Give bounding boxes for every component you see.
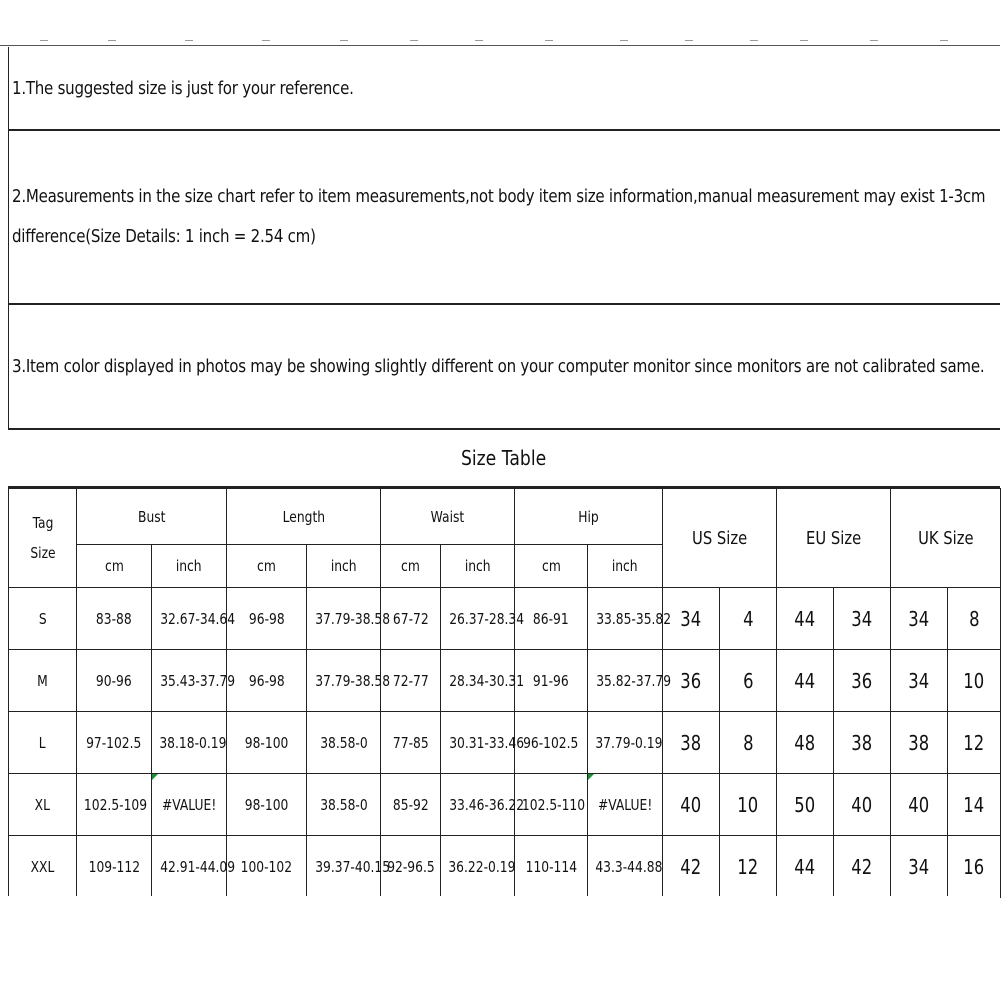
table-row [9, 588, 1001, 650]
ruler-tick [685, 40, 693, 41]
cell-text: 100-102 [240, 857, 293, 876]
cell-text: 110-114 [525, 857, 577, 876]
header-hip-inch [588, 545, 663, 588]
ruler-tick [870, 40, 878, 41]
header-bust-inch [152, 545, 227, 588]
cell-text: 14 [963, 792, 985, 817]
table-row [9, 836, 1001, 898]
eu-size-cell [777, 650, 834, 712]
cell-text: 96-98 [248, 609, 285, 628]
bust-cm-cell [77, 774, 152, 836]
cell-text: 72-77 [392, 671, 429, 690]
us-size-cell [663, 712, 720, 774]
hip-inch-cell [588, 774, 663, 836]
uk-size-cell [891, 650, 948, 712]
size-cell [9, 712, 77, 774]
length-cm-cell [227, 588, 307, 650]
header-us-size [663, 489, 777, 588]
header-hip-cm [515, 545, 588, 588]
hip-cm-cell [515, 588, 588, 650]
eu-size-cell [777, 774, 834, 836]
cell-text: M [37, 671, 48, 690]
uk-size-cell [891, 712, 948, 774]
note-1-text: 1.The suggested size is just for your reference. [12, 79, 354, 99]
header-waist [381, 489, 515, 545]
cell-text: 83-88 [96, 609, 132, 628]
cell-text: cm [257, 557, 276, 575]
bust-cm-cell [77, 712, 152, 774]
cell-text: 85-92 [392, 795, 429, 814]
us-size-cell [720, 588, 777, 650]
eu-size-cell [834, 588, 891, 650]
length-inch-cell [307, 650, 391, 712]
cell-text: 32.67-34.64 [160, 609, 236, 628]
uk-size-cell [891, 588, 948, 650]
uk-size-cell [948, 650, 1001, 712]
cell-text: 92-96.5 [386, 857, 435, 876]
size-grid [8, 488, 1001, 898]
length-cm-cell [227, 650, 307, 712]
length-cm-cell [227, 712, 307, 774]
note-3 [8, 305, 1000, 428]
cell-text: 34 [908, 668, 930, 693]
header-hip [515, 489, 663, 545]
waist-inch-cell [441, 712, 525, 774]
cell-text: 102.5-109 [83, 795, 148, 814]
cell-text: 98-100 [244, 733, 289, 752]
waist-inch-cell [441, 836, 515, 898]
cell-text: 34 [908, 854, 930, 879]
cell-text: 40 [908, 792, 930, 817]
cell-text: cm [104, 557, 124, 575]
cell-text: 38 [908, 730, 930, 755]
cell-text: 12 [963, 730, 985, 755]
cell-text: 34 [851, 606, 873, 631]
uk-size-cell [948, 774, 1001, 836]
cell-text: 44 [794, 606, 816, 631]
ruler-tick [185, 40, 193, 41]
hip-inch-cell [588, 712, 663, 774]
length-cm-cell [227, 774, 307, 836]
bust-cm-cell [77, 650, 152, 712]
cell-text: 34 [680, 606, 702, 631]
cell-text: #VALUE! [597, 795, 653, 814]
size-cell [9, 650, 77, 712]
cell-text: 8 [742, 730, 754, 755]
cell-text: 4 [742, 606, 754, 631]
length-cm-cell [227, 836, 307, 898]
hip-inch-cell [588, 588, 672, 650]
hip-inch-cell [588, 836, 663, 898]
cell-text: Length [282, 507, 325, 526]
cell-text: 86-91 [533, 609, 569, 628]
note-3-text: 3.Item color displayed in photos may be showing slightly different on your computer monitor since monitors are not calibrated same. [12, 357, 985, 377]
cell-text: US Size [691, 527, 748, 549]
cell-text: 35.43-37.79 [160, 671, 236, 690]
cell-text: 50 [794, 792, 816, 817]
header-waist-inch [441, 545, 515, 588]
eu-size-cell [777, 588, 834, 650]
cell-text: 12 [737, 854, 759, 879]
header-bust [77, 489, 227, 545]
cell-text: #VALUE! [161, 795, 217, 814]
cell-text: inch [330, 557, 357, 575]
cell-text: L [39, 733, 46, 752]
waist-cm-cell [381, 712, 441, 774]
eu-size-cell [834, 650, 891, 712]
header-eu-size [777, 489, 891, 588]
eu-size-cell [834, 774, 891, 836]
uk-size-cell [948, 712, 1001, 774]
eu-size-cell [834, 836, 891, 898]
cell-text: cm [401, 557, 420, 575]
hip-cm-cell [515, 650, 588, 712]
size-table-title-text: Size Table [461, 446, 547, 470]
top-ruler [0, 0, 1000, 47]
cell-text: 91-96 [533, 671, 569, 690]
size-cell [9, 588, 77, 650]
cell-text: 36 [851, 668, 873, 693]
cell-text: 109-112 [88, 857, 140, 876]
ruler-tick [750, 40, 758, 41]
header-length-inch [307, 545, 381, 588]
cell-text: 8 [968, 606, 980, 631]
bust-cm-cell [77, 588, 152, 650]
cell-text: 40 [680, 792, 702, 817]
ruler-tick [620, 40, 628, 41]
uk-size-cell [891, 774, 948, 836]
us-size-cell [720, 650, 777, 712]
cell-text: 33.46-36.22 [449, 795, 525, 814]
cell-text: XXL [30, 857, 55, 876]
header-uk-size [891, 489, 1001, 588]
cell-text: cm [541, 557, 561, 575]
size-table [8, 428, 1000, 896]
hip-cm-cell [515, 712, 588, 774]
cell-text: 10 [737, 792, 759, 817]
waist-inch-cell [441, 588, 525, 650]
cell-text: inch [464, 557, 491, 575]
cell-text: UK Size [917, 527, 974, 549]
ruler-tick [262, 40, 270, 41]
us-size-cell [663, 836, 720, 898]
waist-cm-cell [381, 774, 441, 836]
hip-cm-cell [515, 774, 588, 836]
ruler-tick [545, 40, 553, 41]
cell-text: 16 [963, 854, 985, 879]
blank-margin [0, 896, 1000, 1000]
us-size-cell [720, 712, 777, 774]
bust-inch-cell [152, 650, 236, 712]
cell-text: Waist [430, 507, 465, 526]
cell-text: 43.3-44.88 [595, 857, 663, 876]
cell-text: 39.37-40.15 [315, 857, 391, 876]
cell-text: S [38, 609, 47, 628]
cell-text: 42 [851, 854, 873, 879]
cell-text: 33.85-35.82 [596, 609, 672, 628]
cell-text: 40 [851, 792, 873, 817]
note-2-text: 2.Measurements in the size chart refer to item measurements,not body item size information,manual measurement may exist 1-3cm difference(Size Details: 1 inch = 2.54 cm) [12, 187, 986, 247]
header-tag-size [9, 489, 77, 588]
cell-text: 36.22-0.19 [448, 857, 516, 876]
ruler-tick [800, 40, 808, 41]
bust-inch-cell [152, 712, 227, 774]
note-2 [8, 131, 1000, 305]
ruler-tick [340, 40, 348, 41]
cell-text: 96-102.5 [523, 733, 579, 752]
eu-size-cell [777, 712, 834, 774]
cell-text: 37.79-38.58 [315, 671, 391, 690]
uk-size-cell [948, 588, 1001, 650]
length-inch-cell [307, 588, 391, 650]
cell-text: 102.5-110 [521, 795, 586, 814]
ruler-tick [108, 40, 116, 41]
ruler-tick [475, 40, 483, 41]
cell-text: 48 [794, 730, 816, 755]
cell-text: Bust [137, 507, 166, 526]
cell-text: 42.91-44.09 [160, 857, 236, 876]
length-inch-cell [307, 836, 391, 898]
cell-text: 96-98 [248, 671, 285, 690]
cell-text: 38 [680, 730, 702, 755]
size-cell [9, 774, 77, 836]
cell-text: 6 [742, 668, 754, 693]
cell-text: 37.79-38.58 [315, 609, 391, 628]
cell-text: 28.34-30.31 [449, 671, 525, 690]
hip-inch-cell [588, 650, 672, 712]
cell-text: Hip [578, 507, 599, 526]
length-inch-cell [307, 712, 381, 774]
us-size-cell [663, 774, 720, 836]
bust-cm-cell [77, 836, 152, 898]
waist-inch-cell [441, 774, 525, 836]
cell-text: inch [612, 557, 638, 575]
bust-inch-cell [152, 774, 227, 836]
cell-text: 38 [851, 730, 873, 755]
ruler-line [0, 45, 1000, 46]
cell-text: 36 [680, 668, 702, 693]
us-size-cell [720, 836, 777, 898]
ruler-tick [940, 40, 948, 41]
eu-size-cell [834, 712, 891, 774]
eu-size-cell [777, 836, 834, 898]
cell-text: 38.58-0 [319, 733, 368, 752]
cell-text: 67-72 [392, 609, 429, 628]
ruler-tick [40, 40, 48, 41]
uk-size-cell [891, 836, 948, 898]
cell-text: 97-102.5 [86, 733, 142, 752]
header-bust-cm [77, 545, 152, 588]
hip-cm-cell [515, 836, 588, 898]
header-length-cm [227, 545, 307, 588]
length-inch-cell [307, 774, 381, 836]
cell-text: 44 [794, 668, 816, 693]
cell-text: 26.37-28.34 [449, 609, 525, 628]
header-length [227, 489, 381, 545]
cell-text: 38.58-0 [319, 795, 368, 814]
us-size-cell [720, 774, 777, 836]
table-row [9, 650, 1001, 712]
cell-text: XL [34, 795, 51, 814]
waist-cm-cell [381, 836, 441, 898]
cell-text: 38.18-0.19 [159, 733, 227, 752]
cell-text: 10 [963, 668, 985, 693]
cell-text: 30.31-33.46 [449, 733, 525, 752]
table-row [9, 712, 1001, 774]
waist-inch-cell [441, 650, 525, 712]
cell-text: EU Size [805, 527, 862, 549]
note-1 [8, 47, 1000, 131]
cell-text: inch [176, 557, 202, 575]
table-row [9, 774, 1001, 836]
cell-text: 44 [794, 854, 816, 879]
cell-text: 37.79-0.19 [595, 733, 663, 752]
cell-text: 42 [680, 854, 702, 879]
uk-size-cell [948, 836, 1001, 898]
size-cell [9, 836, 77, 898]
ruler-tick [410, 40, 418, 41]
cell-text: 77-85 [392, 733, 429, 752]
bust-inch-cell [152, 836, 236, 898]
bust-inch-cell [152, 588, 236, 650]
cell-text: 34 [908, 606, 930, 631]
cell-text: Tag Size [29, 514, 56, 562]
cell-text: 90-96 [96, 671, 132, 690]
size-table-title [8, 428, 1000, 488]
cell-text: 35.82-37.79 [596, 671, 672, 690]
header-waist-cm [381, 545, 441, 588]
cell-text: 98-100 [244, 795, 289, 814]
